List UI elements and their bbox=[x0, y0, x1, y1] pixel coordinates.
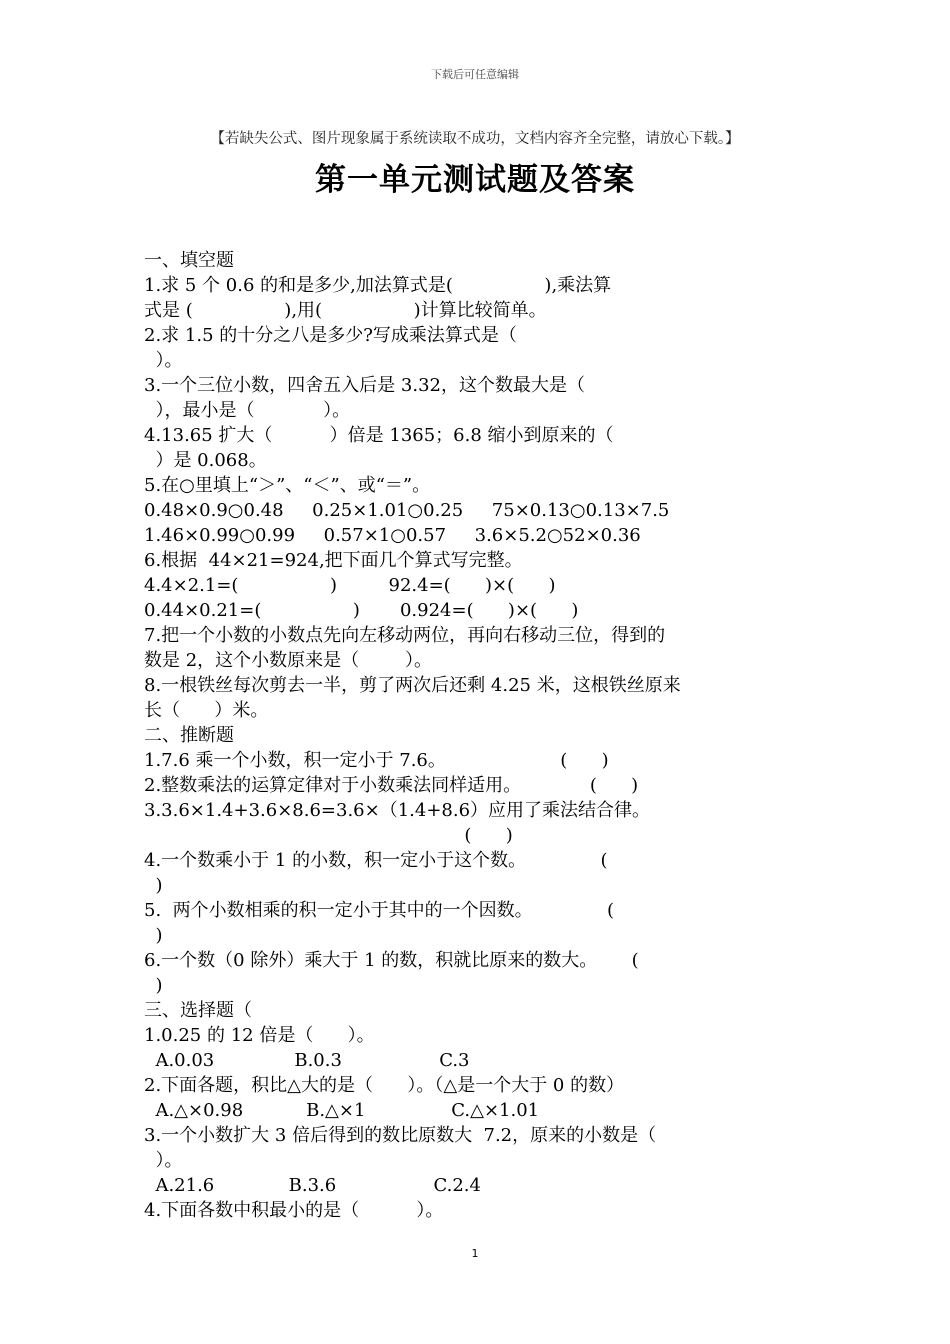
question-line: 1.0.25 的 12 倍是（ ）。 bbox=[144, 1025, 375, 1046]
question-line: 1.求 5 个 0.6 的和是多少,加法算式是( ),乘法算 bbox=[144, 275, 612, 296]
question-line: 式是 ( ),用( )计算比较简单。 bbox=[144, 300, 547, 321]
question-line: 0.48×0.9○0.48 0.25×1.01○0.25 75×0.13○0.13×7.5 bbox=[144, 500, 670, 521]
question-line: 1.7.6 乘一个小数，积一定小于 7.6。 ( ) bbox=[144, 750, 609, 771]
question-line: 2.下面各题，积比△大的是（ ）。（△是一个大于 0 的数） bbox=[144, 1075, 625, 1096]
question-line: 6.根据 44×21=924,把下面几个算式写完整。 bbox=[144, 550, 523, 571]
question-line: 长（ ）米。 bbox=[144, 700, 269, 721]
question-line: 4.一个数乘小于 1 的小数，积一定小于这个数。 ( bbox=[144, 850, 608, 871]
question-line: 3.一个小数扩大 3 倍后得到的数比原数大 7.2，原来的小数是（ bbox=[144, 1125, 657, 1146]
question-line: ( ) bbox=[144, 825, 513, 846]
page-title: 第一单元测试题及答案 bbox=[315, 162, 635, 198]
question-line: 3.3.6×1.4+3.6×8.6=3.6×（1.4+8.6）应用了乘法结合律。 bbox=[144, 800, 651, 821]
question-line: 7.把一个小数的小数点先向左移动两位，再向右移动三位，得到的 bbox=[144, 625, 666, 646]
question-line: ）。 bbox=[144, 350, 183, 371]
section-heading-fill-blank: 一、填空题 bbox=[144, 250, 234, 271]
question-line: 2.整数乘法的运算定律对于小数乘法同样适用。 ( ) bbox=[144, 775, 639, 796]
section-heading-choice: 三、选择题（ bbox=[144, 1000, 252, 1021]
question-line: 2.求 1.5 的十分之八是多少?写成乘法算式是（ bbox=[144, 325, 517, 346]
options-line: A.0.03 B.0.3 C.3 bbox=[144, 1050, 470, 1071]
question-line: 4.4×2.1=( ) 92.4=( )×( ) bbox=[144, 575, 556, 596]
options-line: A.21.6 B.3.6 C.2.4 bbox=[144, 1175, 481, 1196]
section-heading-judgment: 二、推断题 bbox=[144, 725, 234, 746]
question-line: 5.在○里填上“＞”、“＜”、或“＝”。 bbox=[144, 475, 431, 496]
question-line: 4.下面各数中积最小的是（ ）。 bbox=[144, 1200, 444, 1221]
question-line: 数是 2，这个小数原来是（ ）。 bbox=[144, 650, 432, 671]
question-line: 0.44×0.21=( ) 0.924=( )×( ) bbox=[144, 600, 579, 621]
download-notice: 【若缺失公式、图片现象属于系统读取不成功，文档内容齐全完整，请放心下载。】 bbox=[210, 131, 740, 147]
question-line: 4.13.65 扩大（ ）倍是 1365；6.8 缩小到原来的（ bbox=[144, 425, 614, 446]
question-line: ），最小是（ ）。 bbox=[144, 400, 351, 421]
header-note: 下载后可任意编辑 bbox=[431, 68, 519, 81]
question-line: ) bbox=[144, 925, 163, 946]
question-line: ) bbox=[144, 875, 163, 896]
question-line: ）。 bbox=[144, 1150, 183, 1171]
question-line: ）是 0.068。 bbox=[144, 450, 267, 471]
question-line: ) bbox=[144, 975, 163, 996]
question-line: 3.一个三位小数，四舍五入后是 3.32，这个数最大是（ bbox=[144, 375, 585, 396]
exam-content bbox=[144, 248, 824, 1223]
question-line: 1.46×0.99○0.99 0.57×1○0.57 3.6×5.2○52×0.36 bbox=[144, 525, 641, 546]
question-line: 5. 两个小数相乘的积一定小于其中的一个因数。 ( bbox=[144, 900, 615, 921]
page-number: 1 bbox=[471, 1247, 479, 1260]
options-line: A.△×0.98 B.△×1 C.△×1.01 bbox=[144, 1100, 540, 1121]
question-line: 8.一根铁丝每次剪去一半，剪了两次后还剩 4.25 米，这根铁丝原来 bbox=[144, 675, 681, 696]
question-line: 6.一个数（0 除外）乘大于 1 的数，积就比原来的数大。 ( bbox=[144, 950, 639, 971]
